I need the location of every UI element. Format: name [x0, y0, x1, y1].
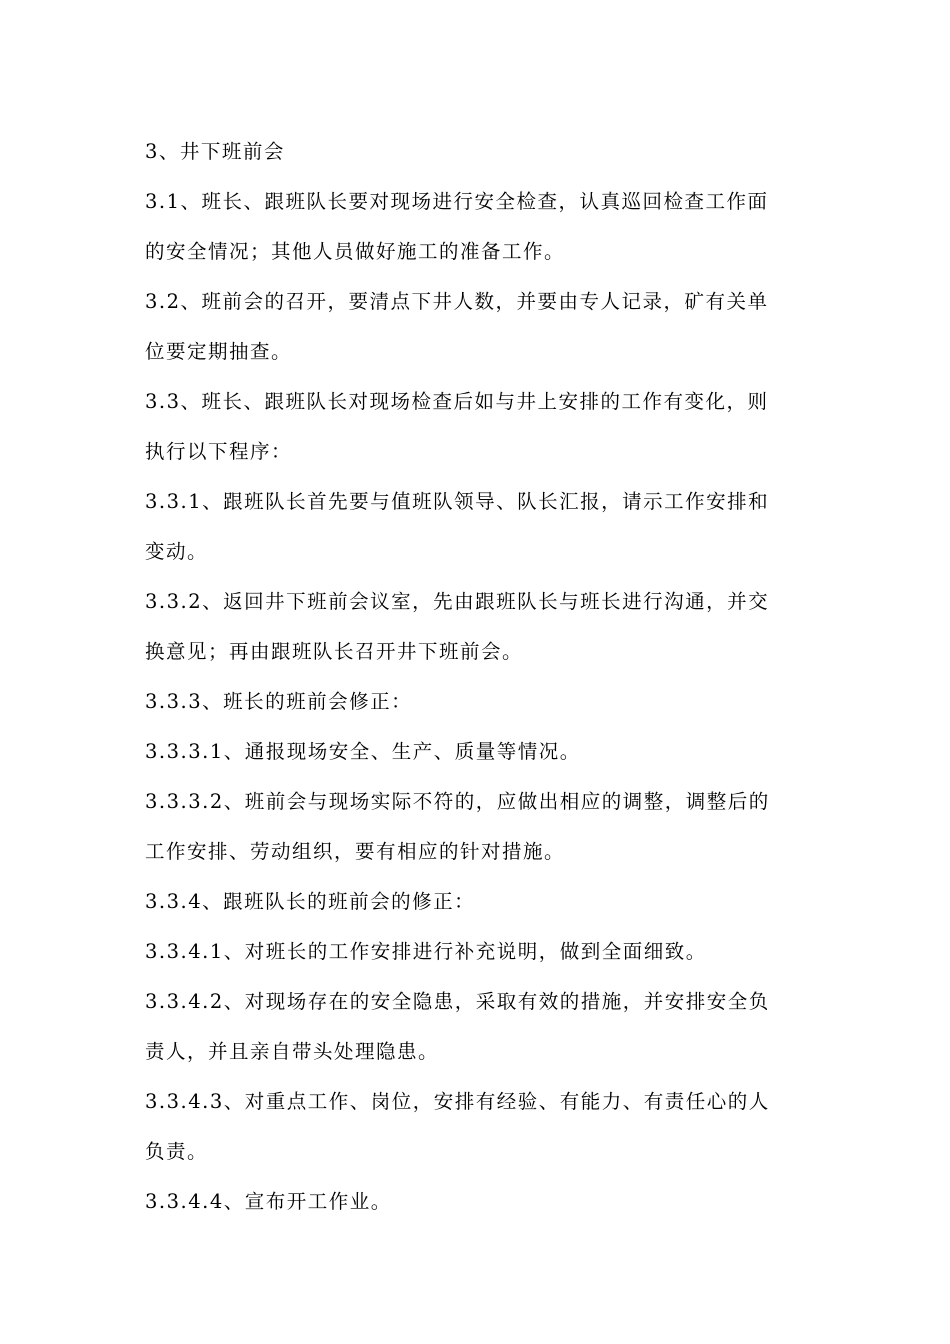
text-line: 的安全情况；其他人员做好施工的准备工作。 [145, 240, 566, 263]
text-line: 变动。 [145, 540, 209, 563]
text-line: 执行以下程序： [145, 440, 293, 463]
text-line: 3.3.4.2、对现场存在的安全隐患，采取有效的措施，并安排安全负 [145, 990, 770, 1013]
section-heading: 3、井下班前会 [145, 140, 285, 163]
text-line: 3.1、班长、跟班队长要对现场进行安全检查，认真巡回检查工作面 [145, 190, 769, 213]
text-line: 3.3.4、跟班队长的班前会的修正： [145, 890, 476, 913]
text-line: 位要定期抽查。 [145, 340, 293, 363]
text-line: 3.2、班前会的召开，要清点下井人数，并要由专人记录，矿有关单 [145, 290, 769, 313]
text-line: 3.3.3、班长的班前会修正： [145, 690, 413, 713]
text-line: 负责。 [145, 1140, 209, 1163]
text-line: 3.3.2、返回井下班前会议室，先由跟班队长与班长进行沟通，并交 [145, 590, 770, 613]
text-line: 责人，并且亲自带头处理隐患。 [145, 1040, 440, 1063]
text-line: 3.3、班长、跟班队长对现场检查后如与井上安排的工作有变化，则 [145, 390, 769, 413]
text-line: 换意见；再由跟班队长召开井下班前会。 [145, 640, 524, 663]
text-line: 工作安排、劳动组织，要有相应的针对措施。 [145, 840, 566, 863]
text-line: 3.3.3.2、班前会与现场实际不符的，应做出相应的调整，调整后的 [145, 790, 770, 813]
text-line: 3.3.3.1、通报现场安全、生产、质量等情况。 [145, 740, 581, 763]
text-line: 3.3.4.3、对重点工作、岗位，安排有经验、有能力、有责任心的人 [145, 1090, 770, 1113]
text-line: 3.3.4.1、对班长的工作安排进行补充说明，做到全面细致。 [145, 940, 707, 963]
text-line: 3.3.4.4、宣布开工作业。 [145, 1190, 392, 1213]
document-body [145, 127, 809, 1227]
text-line: 3.3.1、跟班队长首先要与值班队领导、队长汇报，请示工作安排和 [145, 490, 770, 513]
